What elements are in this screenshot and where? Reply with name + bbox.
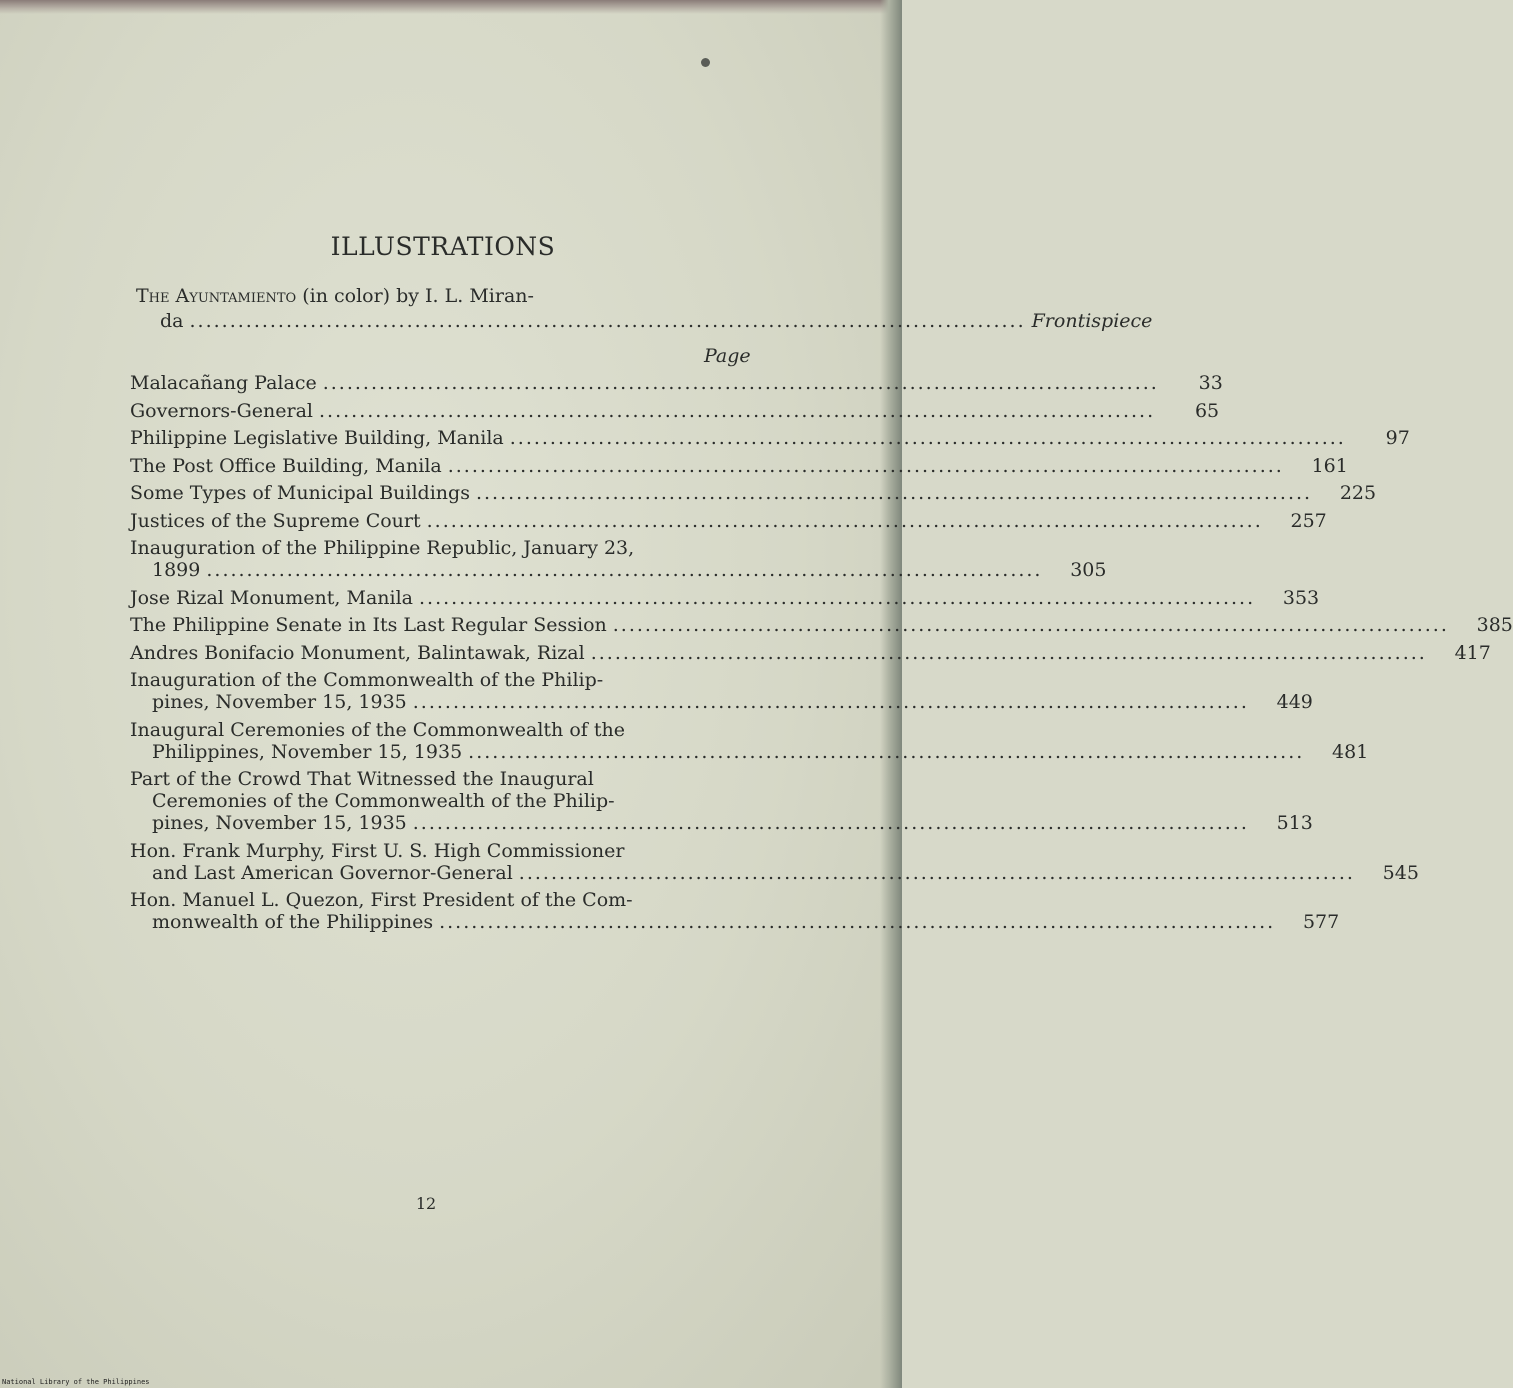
entry-caption	[130, 889, 1281, 933]
entry-caption	[130, 719, 1310, 763]
list-item	[130, 399, 1220, 422]
list-item	[130, 718, 1369, 763]
leader-dots	[413, 691, 1249, 713]
entry-page-number: 305	[1070, 559, 1107, 581]
ink-spot	[701, 58, 710, 67]
list-item	[130, 509, 1327, 532]
leader-dots	[468, 741, 1304, 763]
entry-caption	[130, 427, 1352, 449]
leader-dots	[591, 642, 1427, 664]
entry-caption-text: 1899	[152, 559, 201, 581]
leader-dots	[439, 911, 1275, 933]
leader-dots	[190, 309, 1026, 334]
entry-page-number: 97	[1385, 427, 1410, 449]
entry-caption	[130, 400, 1161, 422]
entry-page-number: 161	[1311, 454, 1348, 477]
entry-caption	[130, 614, 1455, 636]
entry-caption	[130, 669, 1255, 713]
entry-page-number: 545	[1382, 861, 1419, 884]
frontispiece-title: The Ayuntamiento	[136, 285, 297, 307]
entry-caption	[130, 840, 1361, 884]
entry-caption-line	[130, 741, 1310, 763]
leader-dots	[413, 812, 1249, 834]
entry-caption-line	[130, 862, 1361, 884]
entry-caption-text: Jose Rizal Monument, Manila	[130, 586, 414, 609]
entry-page-number: 257	[1290, 509, 1327, 532]
entry-caption-text: Andres Bonifacio Monument, Balintawak, Rizal	[130, 641, 585, 664]
list-item	[130, 839, 1419, 884]
entry-caption-line	[130, 400, 1161, 422]
entry-caption-text: and Last American Governor-General	[152, 861, 513, 884]
entry-caption-line	[130, 372, 1165, 394]
list-item	[130, 586, 1320, 609]
entry-caption-text: Philippine Legislative Building, Manila	[130, 427, 504, 449]
list-item	[130, 454, 1348, 477]
entry-page-number: 449	[1276, 691, 1313, 713]
entry-caption-text: pines, November 15, 1935	[152, 691, 407, 713]
entry-caption-line	[130, 482, 1318, 504]
entry-caption-text: Inauguration of the Commonwealth of the Philip-	[130, 669, 604, 691]
leader-dots	[613, 614, 1449, 636]
entry-caption	[130, 642, 1433, 664]
frontispiece-entry	[136, 284, 1153, 334]
entry-caption-line	[130, 427, 1352, 449]
leader-dots	[519, 862, 1355, 884]
entry-caption-line	[130, 790, 1255, 812]
page-title: ILLUSTRATIONS	[330, 232, 556, 261]
list-item	[130, 768, 1313, 834]
illustrations-list	[130, 372, 1513, 939]
entry-caption-line	[130, 669, 1255, 691]
leader-dots	[427, 510, 1263, 532]
entry-caption-line	[130, 587, 1261, 609]
entry-page-number: 225	[1339, 482, 1377, 504]
frontispiece-continuation: da	[160, 310, 184, 332]
entry-caption-text: Justices of the Supreme Court	[130, 509, 421, 532]
entry-caption-line	[130, 642, 1433, 664]
entry-caption-line	[130, 510, 1269, 532]
entry-page-number: 417	[1454, 641, 1491, 664]
leader-dots	[448, 455, 1284, 477]
entry-page-number: 385	[1476, 614, 1513, 636]
entry-caption-line	[130, 455, 1290, 477]
entry-caption	[130, 768, 1255, 834]
list-item	[130, 427, 1410, 449]
entry-page-number: 577	[1302, 911, 1340, 933]
library-credit: National Library of the Philippines	[2, 1378, 150, 1386]
entry-caption-text: monwealth of the Philippines	[152, 911, 434, 933]
list-item	[130, 537, 1107, 581]
list-item	[130, 482, 1377, 504]
entry-caption-line	[130, 537, 1048, 559]
entry-caption	[130, 372, 1165, 394]
list-item	[130, 641, 1491, 664]
entry-caption	[130, 510, 1269, 532]
leader-dots	[419, 587, 1255, 609]
entry-caption-text: Philippines, November 15, 1935	[152, 740, 463, 763]
list-item	[130, 669, 1313, 713]
entry-caption-text: Inauguration of the Philippine Republic, January 23,	[130, 537, 635, 559]
leader-dots	[319, 400, 1155, 422]
entry-caption-text: Ceremonies of the Commonwealth of the Philip-	[152, 790, 615, 812]
entry-caption	[130, 587, 1261, 609]
entry-caption-line	[130, 911, 1281, 933]
entry-caption	[130, 537, 1048, 581]
entry-caption	[130, 482, 1318, 504]
leader-dots	[510, 427, 1346, 449]
frontispiece-line-2	[160, 309, 1153, 334]
leader-dots	[476, 482, 1312, 504]
entry-caption-line	[130, 889, 1281, 911]
list-item	[130, 614, 1513, 636]
entry-page-number: 353	[1282, 586, 1320, 609]
page-number: 12	[415, 1194, 437, 1213]
entry-caption-text: Inaugural Ceremonies of the Commonwealth of the	[130, 718, 625, 741]
page-top-edge	[0, 0, 902, 14]
frontispiece-line-1	[136, 284, 756, 309]
entry-caption-text: Hon. Manuel L. Quezon, First President of the Com-	[130, 889, 633, 911]
list-item	[130, 889, 1340, 933]
entry-caption-line	[130, 691, 1255, 713]
frontispiece-caption: (in color) by I. L. Miran-	[302, 285, 534, 307]
entry-page-number: 481	[1332, 740, 1369, 763]
entry-caption-line	[130, 719, 1310, 741]
entry-caption-line	[130, 840, 1361, 862]
leader-dots	[206, 559, 1042, 581]
frontispiece-label: Frontispiece	[1031, 310, 1153, 332]
entry-caption-text: pines, November 15, 1935	[152, 812, 407, 834]
entry-caption	[130, 455, 1290, 477]
entry-caption-line	[130, 559, 1048, 581]
entry-caption-text: The Philippine Senate in Its Last Regular Session	[130, 614, 607, 636]
entry-caption-text: Malacañang Palace	[130, 372, 317, 394]
page-column-header: Page	[704, 345, 751, 367]
entry-caption-text: Hon. Frank Murphy, First U. S. High Commissioner	[130, 839, 625, 862]
entry-caption-text: The Post Office Building, Manila	[130, 454, 442, 477]
entry-caption-line	[130, 812, 1255, 834]
entry-page-number: 65	[1194, 399, 1220, 422]
list-item	[130, 372, 1223, 394]
entry-caption-line	[130, 614, 1455, 636]
entry-caption-text: Part of the Crowd That Witnessed the Inaugural	[130, 768, 594, 790]
entry-caption-line	[130, 768, 1255, 790]
entry-caption-text: Some Types of Municipal Buildings	[130, 482, 470, 504]
entry-caption-text: Governors-General	[130, 399, 313, 422]
entry-page-number: 33	[1198, 372, 1223, 394]
leader-dots	[323, 372, 1159, 394]
entry-page-number: 513	[1276, 812, 1313, 834]
